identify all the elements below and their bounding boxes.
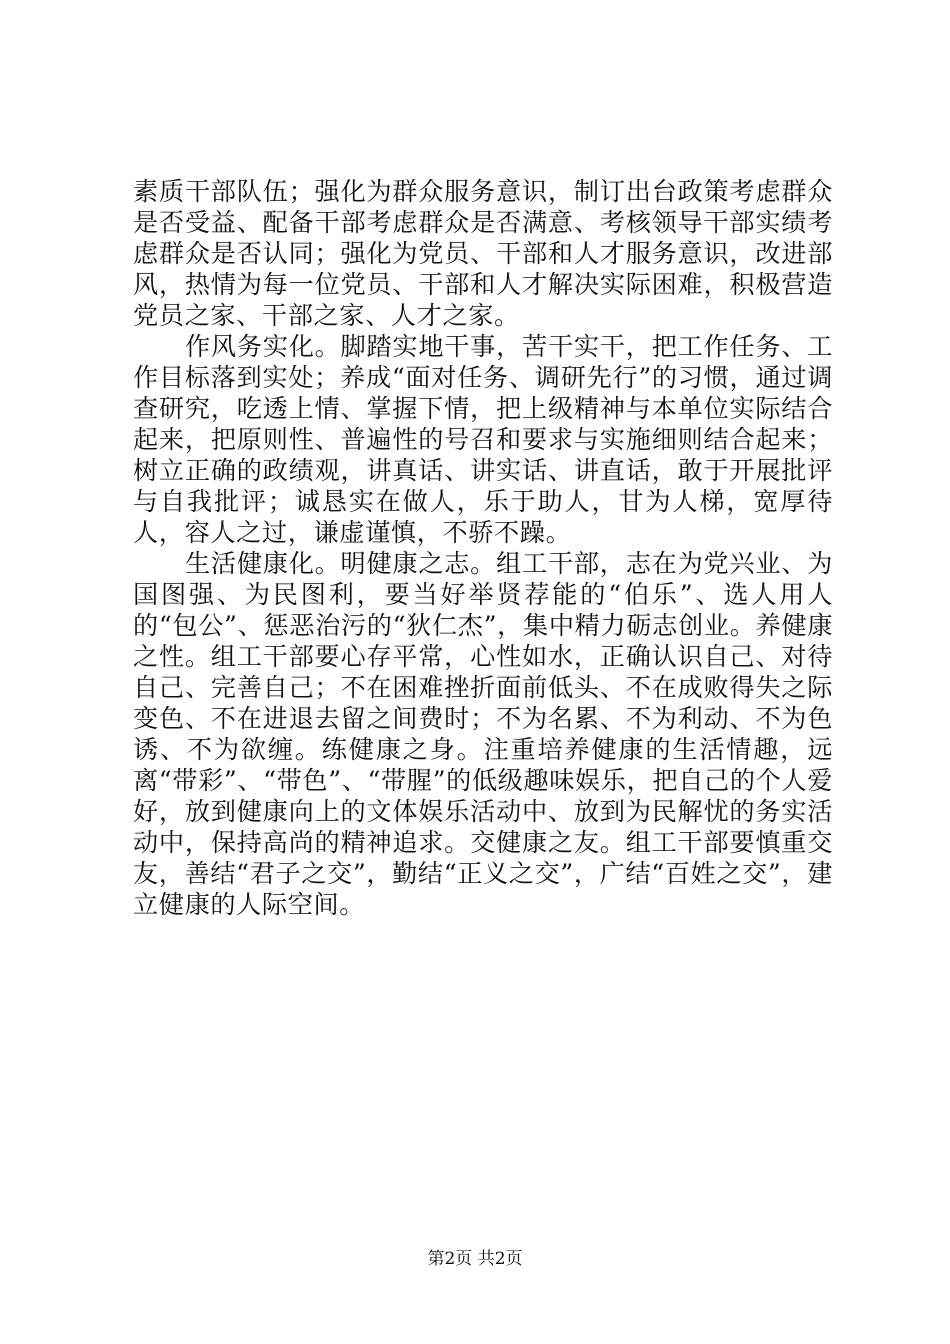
paragraph-work-style: 作风务实化。脚踏实地干事，苦干实干，把工作任务、工作目标落到实处；养成“面对任务、调研先行”的习惯，通过调查研究，吃透上情、掌握下情，把上级精神与本单位实际结合起来，把原则性、普遍性的号召和要求与实施细则结合起来；树立正确的政绩观，讲真话、讲实话、讲直话，敢于开展批评与自我批评；诚恳实在做人，乐于助人，甘为人梯，宽厚待人，容人之过，谦虚谨慎，不骄不躁。 [133, 332, 833, 547]
page-footer: 第2页 共2页 [427, 1249, 523, 1269]
document-body [133, 176, 833, 920]
paragraph-healthy-life: 生活健康化。明健康之志。组工干部，志在为党兴业、为国图强、为民图利，要当好举贤荐能的“伯乐”、选人用人的“包公”、惩恶治污的“狄仁杰”，集中精力砺志创业。养健康之性。组工干部要心存平常，心性如水，正确认识自己、对待自己、完善自己；不在困难挫折面前低头、不在成败得失之际变色、不在进退去留之间费时；不为名累、不为利动、不为色诱、不为欲缠。练健康之身。注重培养健康的生活情趣，远离“带彩”、“带色”、“带腥”的低级趣味娱乐，把自己的个人爱好，放到健康向上的文体娱乐活动中、放到为民解忧的务实活动中，保持高尚的精神追求。交健康之友。组工干部要慎重交友，善结“君子之交”，勤结“正义之交”，广结“百姓之交”，建立健康的人际空间。 [133, 549, 833, 919]
paragraph-continuation: 素质干部队伍；强化为群众服务意识，制订出台政策考虑群众是否受益、配备干部考虑群众是否满意、考核领导干部实绩考虑群众是否认同；强化为党员、干部和人才服务意识，改进部风，热情为每一位党员、干部和人才解决实际困难，积极营造党员之家、干部之家、人才之家。 [133, 177, 833, 330]
